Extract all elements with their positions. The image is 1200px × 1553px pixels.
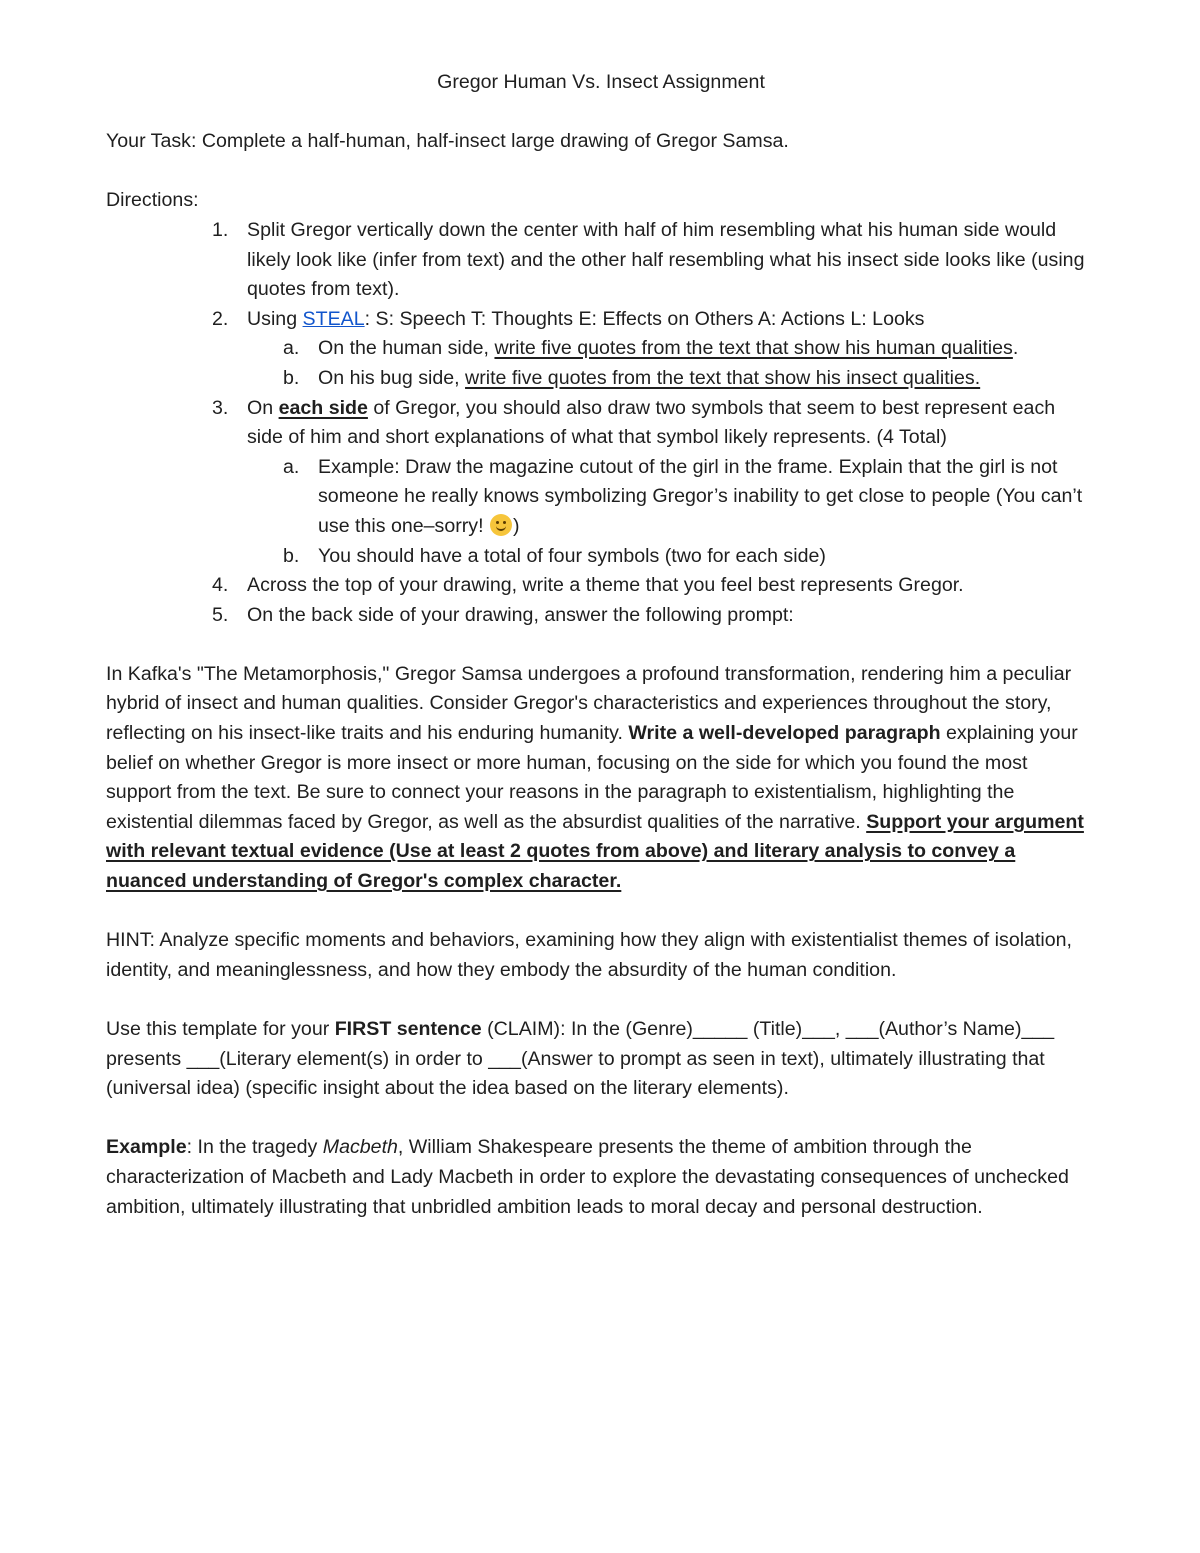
example-paragraph [106, 1133, 1096, 1222]
emphasis-text: each side [278, 396, 368, 419]
direction-item-2 [106, 305, 1096, 394]
direction-text: On [247, 396, 279, 419]
sub-item-b [106, 542, 1096, 572]
sub-item-a [106, 334, 1096, 364]
list-letter: b. [283, 544, 300, 567]
example-text: , William Shakespeare presents the theme of ambition through the characterization of Macbeth and Lady Macbeth in order to explore the devastating consequences of unchecked ambition, ultimately illustrating that unbridled ambition leads to moral decay and personal destruction. [106, 1136, 1069, 1218]
directions-label: Directions: [106, 189, 199, 212]
template-text: Use this template for your [106, 1018, 335, 1040]
example-italic-title: Macbeth [322, 1136, 398, 1159]
sub-list [247, 453, 1096, 571]
directions-list [106, 216, 1096, 630]
direction-item-3 [106, 394, 1096, 572]
list-number: 2. [212, 307, 229, 330]
prompt-text: explaining your belief on whether Gregor is more insect or more human, focusing on the side for which you found the most support from the text. Be sure to connect your reasons in the paragraph to existentialism, highlighting the existential dilemmas faced by Gregor, as well as the absurdist qualities of the narrative. [106, 722, 1078, 833]
hint-paragraph: HINT: Analyze specific moments and behaviors, examining how they align with existentialist themes of isolation, identity, and meaninglessness, and how they embody the absurdity of the human condition. [106, 929, 1073, 981]
sub-text: On the human side, [318, 337, 495, 360]
direction-item-4 [106, 571, 1096, 601]
task-paragraph: Your Task: Complete a half-human, half-insect large drawing of Gregor Samsa. [106, 130, 789, 153]
prompt-bold-underlined-text: Support your argument with relevant textual evidence (Use at least 2 quotes from above) and literary analysis to convey a nuanced understanding of Gregor's complex character. [106, 810, 1084, 893]
sub-text: . [1012, 337, 1019, 360]
list-number: 3. [212, 396, 229, 419]
example-label: Example [106, 1136, 187, 1159]
direction-text: : S: Speech T: Thoughts E: Effects on Others A: Actions L: Looks [364, 307, 925, 330]
sub-item-b [106, 364, 1096, 394]
smiley-icon [490, 514, 512, 536]
direction-text: of Gregor, you should also draw two symbols that seem to best represent each side of him and short explanations of what that symbol likely represents. (4 Total) [247, 396, 1056, 449]
list-number: 5. [212, 603, 229, 626]
sub-list [247, 334, 1096, 393]
template-text: (CLAIM): In the (Genre)_____ (Title)___, ___(Author’s Name)___ presents ___(Literary element(s) in order to ___(Answer to prompt as seen in text), ultimately illustrating that (universal idea) (specific insight about the idea based on the literary elements). [106, 1018, 1055, 1100]
list-letter: b. [283, 366, 300, 389]
steal-link[interactable]: STEAL [302, 307, 365, 330]
prompt-bold-text: Write a well-developed paragraph [628, 722, 941, 745]
sub-item-a [106, 453, 1096, 542]
template-bold-text: FIRST sentence [334, 1018, 482, 1040]
template-paragraph [106, 1015, 1096, 1104]
direction-text: Using [247, 307, 303, 330]
prompt-text: In Kafka's "The Metamorphosis," Gregor Samsa undergoes a profound transformation, rendering him a peculiar hybrid of insect and human qualities. Consider Gregor's characteristics and experiences throughout the story, reflecting on his insect-like traits and his enduring humanity. [106, 662, 1072, 745]
underlined-text: write five quotes from the text that show his insect qualities. [465, 366, 981, 389]
underlined-text: write five quotes from the text that show his human qualities [494, 337, 1013, 360]
direction-item-1 [106, 216, 1096, 305]
sub-text: ) [513, 514, 520, 537]
list-letter: a. [283, 455, 300, 478]
example-text: : In the tragedy [186, 1136, 323, 1159]
sub-text: You should have a total of four symbols (two for each side) [318, 544, 826, 567]
page-title: Gregor Human Vs. Insect Assignment [437, 71, 765, 93]
document-page [106, 68, 1096, 1222]
list-letter: a. [283, 337, 300, 360]
prompt-paragraph [106, 660, 1096, 897]
direction-text: On the back side of your drawing, answer the following prompt: [247, 603, 794, 626]
direction-text: Split Gregor vertically down the center with half of him resembling what his human side would likely look like (infer from text) and the other half resembling what his insect side looks like (using quotes from text). [247, 218, 1085, 301]
sub-text: On his bug side, [318, 366, 466, 389]
sub-text: Example: Draw the magazine cutout of the girl in the frame. Explain that the girl is not someone he really knows symbolizing Gregor’s inability to get close to people (You can’t use this one–sorry! [318, 455, 1083, 537]
list-number: 4. [212, 574, 229, 597]
direction-item-5 [106, 601, 1096, 631]
direction-text: Across the top of your drawing, write a theme that you feel best represents Gregor. [247, 574, 964, 597]
list-number: 1. [212, 218, 229, 241]
